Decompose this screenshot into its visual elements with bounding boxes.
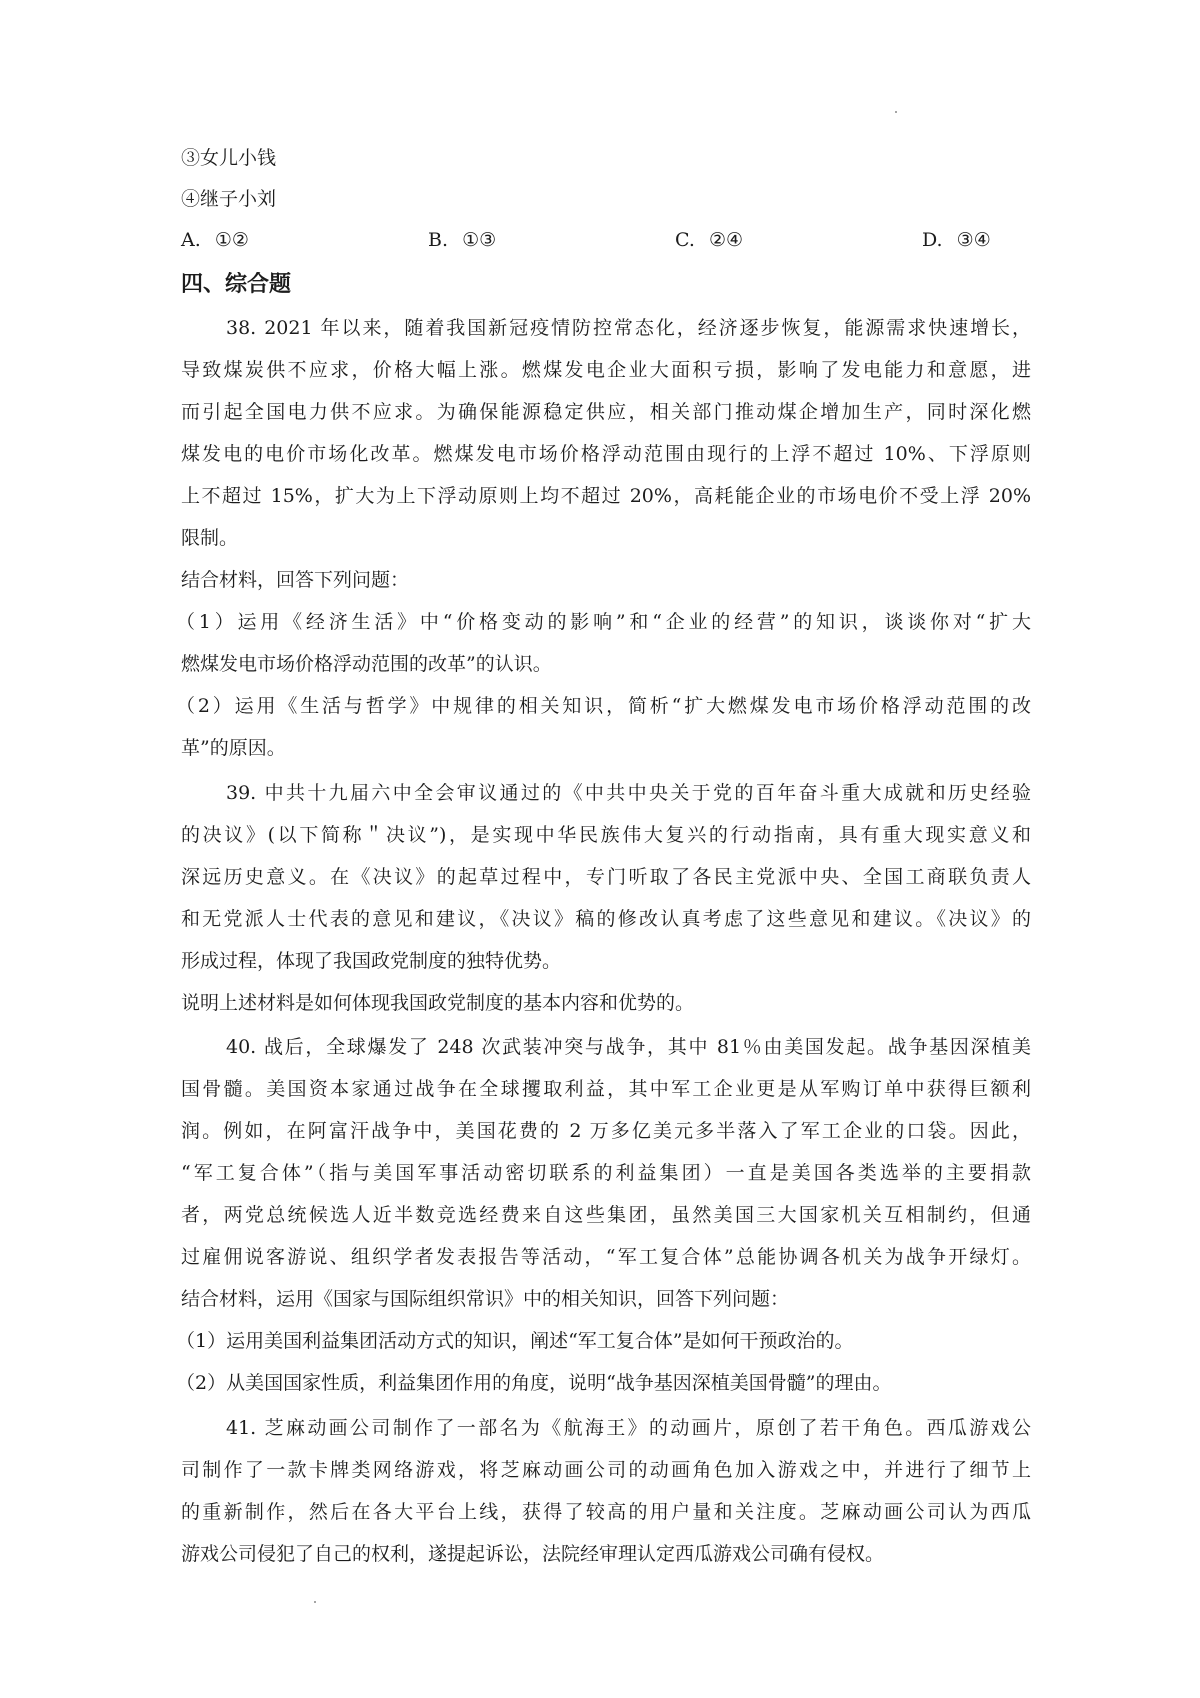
option-label: C. bbox=[675, 229, 695, 251]
q38-sub2-line-2: 革”的原因。 bbox=[181, 737, 286, 759]
option-label: B. bbox=[428, 229, 449, 251]
option-d[interactable] bbox=[922, 228, 991, 252]
q39-line-2: 的决议》(以下简称＂决议”)，是实现中华民族伟大复兴的行动指南，具有重大现实意义和 bbox=[181, 824, 1031, 846]
answer-item-4: ④继子小刘 bbox=[181, 188, 277, 210]
q38-line-6: 限制。 bbox=[181, 527, 239, 549]
q39-line-5: 形成过程，体现了我国政党制度的独特优势。 bbox=[181, 950, 562, 972]
option-a[interactable] bbox=[181, 228, 249, 252]
q41-line-1: 41. 芝麻动画公司制作了一部名为《航海王》的动画片，原创了若干角色。西瓜游戏公 bbox=[226, 1417, 1031, 1439]
q38-line-3: 而引起全国电力供不应求。为确保能源稳定供应，相关部门推动煤企增加生产，同时深化燃 bbox=[181, 401, 1031, 423]
q39-prompt: 说明上述材料是如何体现我国政党制度的基本内容和优势的。 bbox=[181, 992, 695, 1014]
q38-sub1-line-2: 燃煤发电市场价格浮动范围的改革”的认识。 bbox=[181, 653, 552, 675]
q40-line-2: 国骨髓。美国资本家通过战争在全球攫取利益，其中军工企业更是从军购订单中获得巨额利 bbox=[181, 1078, 1031, 1100]
q41-line-4: 游戏公司侵犯了自己的权利，遂提起诉讼，法院经审理认定西瓜游戏公司确有侵权。 bbox=[181, 1543, 885, 1565]
q39-line-3: 深远历史意义。在《决议》的起草过程中，专门听取了各民主党派中央、全国工商联负责人 bbox=[181, 866, 1031, 888]
q38-line-1: 38. 2021 年以来，随着我国新冠疫情防控常态化，经济逐步恢复，能源需求快速增长， bbox=[226, 317, 1031, 339]
q38-line-4: 煤发电的电价市场化改革。燃煤发电市场价格浮动范围由现行的上浮不超过 10%、下浮原则 bbox=[181, 443, 1031, 465]
option-value: ③④ bbox=[956, 229, 991, 251]
option-label: D. bbox=[922, 229, 943, 251]
option-value: ②④ bbox=[708, 229, 744, 251]
answer-item-3: ③女儿小钱 bbox=[181, 147, 277, 169]
q40-line-5: 者，两党总统候选人近半数竞选经费来自这些集团，虽然美国三大国家机关互相制约，但通 bbox=[181, 1204, 1031, 1226]
scan-speck bbox=[314, 1601, 316, 1603]
q40-sub2: （2）从美国国家性质，利益集团作用的角度，说明“战争基因深植美国骨髓”的理由。 bbox=[176, 1372, 892, 1394]
q40-line-1: 40. 战后，全球爆发了 248 次武装冲突与战争，其中 81％由美国发起。战争基因深植美 bbox=[226, 1036, 1031, 1058]
option-c[interactable] bbox=[675, 228, 743, 252]
option-b[interactable] bbox=[428, 228, 496, 252]
q38-sub1-line-1: （1）运用《经济生活》中“价格变动的影响”和“企业的经营”的知识，谈谈你对“扩大 bbox=[176, 611, 1031, 633]
q38-line-5: 上不超过 15%，扩大为上下浮动原则上均不超过 20%，高耗能企业的市场电价不受上浮 20% bbox=[181, 485, 1031, 507]
q41-line-2: 司制作了一款卡牌类网络游戏，将芝麻动画公司的动画角色加入游戏之中，并进行了细节上 bbox=[181, 1459, 1031, 1481]
q41-line-3: 的重新制作，然后在各大平台上线，获得了较高的用户量和关注度。芝麻动画公司认为西瓜 bbox=[181, 1501, 1031, 1523]
q40-sub1: （1）运用美国利益集团活动方式的知识，阐述“军工复合体”是如何干预政治的。 bbox=[176, 1330, 854, 1352]
option-label: A. bbox=[181, 229, 201, 251]
q38-prompt: 结合材料，回答下列问题： bbox=[181, 569, 410, 591]
q38-sub2-line-1: （2）运用《生活与哲学》中规律的相关知识，简析“扩大燃煤发电市场价格浮动范围的改 bbox=[176, 695, 1031, 717]
q40-line-3: 润。例如，在阿富汗战争中，美国花费的 2 万多亿美元多半落入了军工企业的口袋。因此， bbox=[181, 1120, 1031, 1142]
q40-line-4: “军工复合体”（指与美国军事活动密切联系的利益集团）一直是美国各类选举的主要捐款 bbox=[181, 1162, 1031, 1184]
q38-line-2: 导致煤炭供不应求，价格大幅上涨。燃煤发电企业大面积亏损，影响了发电能力和意愿，进 bbox=[181, 359, 1031, 381]
option-value: ①② bbox=[214, 229, 249, 251]
scan-speck bbox=[895, 111, 897, 113]
q40-line-6: 过雇佣说客游说、组织学者发表报告等活动，“军工复合体”总能协调各机关为战争开绿灯。 bbox=[181, 1246, 1031, 1268]
q39-line-4: 和无党派人士代表的意见和建议，《决议》稿的修改认真考虑了这些意见和建议。《决议》的 bbox=[181, 908, 1031, 930]
q40-prompt: 结合材料，运用《国家与国际组织常识》中的相关知识，回答下列问题： bbox=[181, 1288, 790, 1310]
option-value: ①③ bbox=[462, 229, 497, 251]
q39-line-1: 39. 中共十九届六中全会审议通过的《中共中央关于党的百年奋斗重大成就和历史经验 bbox=[226, 782, 1031, 804]
section-title: 四、综合题 bbox=[181, 272, 292, 296]
